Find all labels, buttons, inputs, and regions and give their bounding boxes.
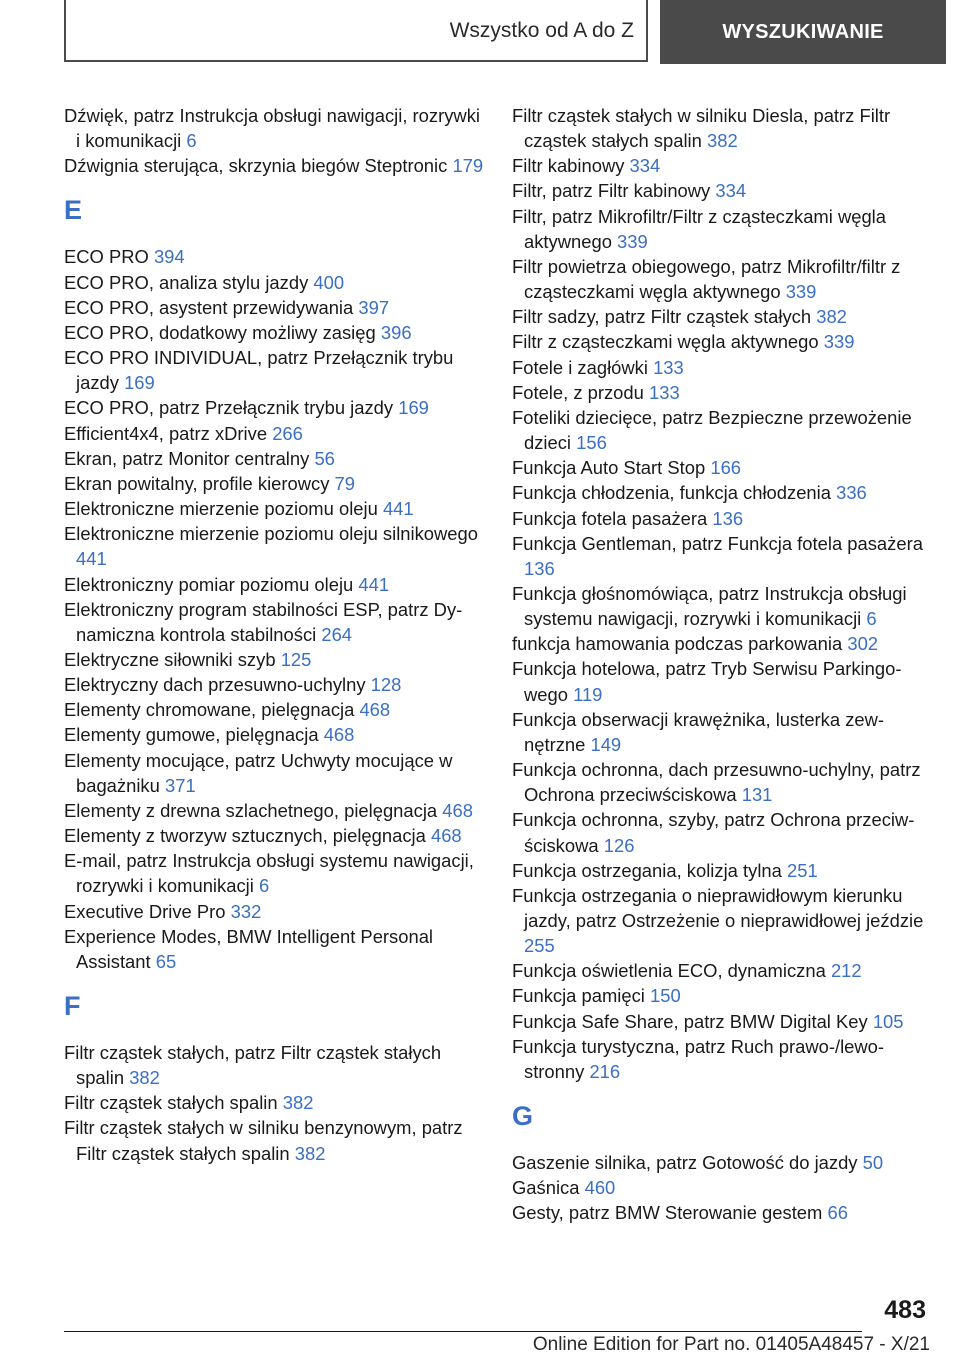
index-entry xyxy=(64,471,484,496)
index-entry xyxy=(64,103,484,153)
index-entry-text: Funkcja hotelowa, patrz Tryb Serwisu Parkingowego xyxy=(512,658,902,705)
page-reference-link[interactable]: 255 xyxy=(524,935,555,957)
page-reference-link[interactable]: 126 xyxy=(603,834,635,856)
page-reference-link[interactable]: 179 xyxy=(452,155,484,177)
page-reference-link[interactable]: 251 xyxy=(787,859,818,881)
index-entry-text: Elektryczny dach przesuwno-uchylny xyxy=(64,674,366,696)
index-entry xyxy=(64,572,484,597)
index-entry-text: Elementy z tworzyw sztucznych, pielęgnacja xyxy=(64,825,426,847)
page-reference-link[interactable]: 216 xyxy=(589,1060,621,1082)
index-entry-text: Elementy mocujące, patrz Uchwyty mocujące w bagażniku xyxy=(64,749,453,796)
page-reference-link[interactable]: 119 xyxy=(573,683,603,705)
index-letter-heading: E xyxy=(64,195,83,226)
index-entry-text: Dźwignia sterująca, skrzynia biegów Steptronic xyxy=(64,155,448,177)
index-entry-text: Dźwięk, patrz Instrukcja obsługi nawigacji, rozrywki i komunikacji xyxy=(64,105,480,152)
page-reference-link[interactable]: 156 xyxy=(576,432,607,454)
page-reference-link[interactable]: 212 xyxy=(830,960,862,982)
index-entry-text: Funkcja ostrzegania o nieprawidłowym kierunku jazdy, patrz Ostrzeżenie o nieprawidłowej jeździe xyxy=(512,884,924,931)
index-entry xyxy=(64,1040,484,1090)
index-entry-text: Gaszenie silnika, patrz Gotowość do jazdy xyxy=(512,1152,858,1174)
index-entry xyxy=(64,722,484,747)
index-entry xyxy=(64,924,484,974)
index-entry-text: Funkcja ochronna, dach przesuwno-uchylny, patrz Ochrona przeciwściskowa xyxy=(512,759,921,806)
index-entry-text: Filtr powietrza obiegowego, patrz Mikrofiltr/filtr z cząsteczkami węgla aktywnego xyxy=(512,255,901,303)
page-reference-link[interactable]: 149 xyxy=(590,733,622,755)
page-reference-link[interactable]: 133 xyxy=(649,381,680,403)
index-letter-heading: F xyxy=(64,991,81,1021)
index-entry-text: Funkcja chłodzenia, funkcja chłodzenia xyxy=(512,482,831,504)
index-entry-text: Funkcja Safe Share, patrz BMW Digital Key xyxy=(512,1010,868,1032)
index-column-left xyxy=(64,103,484,1166)
index-entry-text: Funkcja turystyczna, patrz Ruch prawo-/lewostronny xyxy=(512,1035,885,1082)
index-entry xyxy=(512,858,932,883)
page-reference-link[interactable]: 382 xyxy=(282,1092,314,1114)
page-reference-link[interactable]: 382 xyxy=(129,1067,160,1089)
page-reference-link[interactable]: 334 xyxy=(715,180,747,202)
index-entry xyxy=(64,748,484,798)
page-reference-link[interactable]: 441 xyxy=(76,548,107,570)
index-entry xyxy=(64,823,484,848)
index-entry-text: Elektroniczne mierzenie poziomu oleju silnikowego xyxy=(64,523,478,545)
index-entry-text: Ekran, patrz Monitor centralny xyxy=(64,447,310,469)
index-entry-text: Gaśnica xyxy=(512,1177,580,1199)
index-entry xyxy=(512,480,932,505)
page-reference-link[interactable]: 441 xyxy=(382,498,414,520)
index-entry xyxy=(64,1115,484,1165)
index-entry xyxy=(64,1090,484,1115)
index-entry xyxy=(512,304,932,329)
page-reference-link[interactable]: 50 xyxy=(862,1152,884,1174)
page-reference-link[interactable]: 6 xyxy=(186,130,197,152)
index-entry-text: E-mail, patrz Instrukcja obsługi systemu nawigacji, rozrywki i komunikacji xyxy=(64,850,474,897)
index-entry-text: Filtr cząstek stałych, patrz Filtr cząstek stałych spalin xyxy=(64,1042,442,1089)
index-entry xyxy=(64,521,484,571)
index-entry-text: Elementy z drewna szlachetnego, pielęgnacja xyxy=(64,799,438,821)
index-entry xyxy=(512,455,932,480)
index-entry-text: Elementy gumowe, pielęgnacja xyxy=(64,724,319,746)
index-entry xyxy=(512,1034,932,1084)
page-reference-link[interactable]: 468 xyxy=(323,724,355,746)
page-reference-link[interactable]: 394 xyxy=(153,246,185,268)
index-entry xyxy=(512,506,932,531)
page-reference-link[interactable]: 166 xyxy=(710,457,742,479)
index-entry xyxy=(512,883,932,958)
index-entry-text: Filtr, patrz Mikrofiltr/Filtr z cząsteczkami węgla aktywnego xyxy=(512,205,886,252)
index-entry-text: ECO PRO xyxy=(64,246,149,268)
footer-divider xyxy=(64,1331,862,1332)
page-reference-link[interactable]: 264 xyxy=(321,623,353,645)
index-entry xyxy=(512,1009,932,1034)
page-reference-link[interactable]: 125 xyxy=(280,648,312,670)
index-entry xyxy=(512,958,932,983)
index-entry-text: Gesty, patrz BMW Sterowanie gestem xyxy=(512,1202,823,1224)
index-entry xyxy=(64,899,484,924)
page-reference-link[interactable]: 339 xyxy=(823,331,855,353)
page-reference-link[interactable]: 266 xyxy=(272,422,303,444)
index-entry xyxy=(512,807,932,857)
page-reference-link[interactable]: 382 xyxy=(294,1142,326,1164)
index-entry xyxy=(512,581,932,631)
page-reference-link[interactable]: 169 xyxy=(398,397,429,419)
index-entry-text: Funkcja ochronna, szyby, patrz Ochrona przeciwściskowa xyxy=(512,809,915,856)
index-entry-text: Filtr, patrz Filtr kabinowy xyxy=(512,180,711,202)
page-reference-link[interactable]: 334 xyxy=(629,155,661,177)
index-entry-text: Funkcja Auto Start Stop xyxy=(512,457,706,479)
page-reference-link[interactable]: 396 xyxy=(380,321,412,343)
index-entry-text: Elementy chromowane, pielęgnacja xyxy=(64,699,355,721)
page-reference-link[interactable]: 136 xyxy=(524,557,555,579)
page-reference-link[interactable]: 66 xyxy=(827,1202,848,1224)
index-entry xyxy=(64,421,484,446)
index-entry xyxy=(64,848,484,898)
page-reference-link[interactable]: 382 xyxy=(706,130,738,152)
index-entry xyxy=(64,597,484,647)
index-entry-text: ECO PRO, dodatkowy możliwy zasięg xyxy=(64,321,376,343)
index-entry-text: Executive Drive Pro xyxy=(64,900,226,922)
index-entry xyxy=(512,656,932,706)
index-entry xyxy=(512,380,932,405)
page-reference-link[interactable]: 468 xyxy=(442,799,473,821)
page-reference-link[interactable]: 56 xyxy=(314,447,335,469)
page-reference-link[interactable]: 131 xyxy=(741,784,773,806)
page-reference-link[interactable]: 382 xyxy=(816,306,847,328)
page-reference-link[interactable]: 65 xyxy=(155,950,177,972)
page-reference-link[interactable]: 302 xyxy=(847,633,879,655)
index-entry-text: Foteliki dziecięce, patrz Bezpieczne przewożenie dzieci xyxy=(512,406,912,454)
page-reference-link[interactable]: 150 xyxy=(650,985,681,1007)
index-entry-text: Fotele i zagłówki xyxy=(512,356,648,378)
index-entry-text: Experience Modes, BMW Intelligent Personal Assistant xyxy=(64,925,434,972)
page-reference-link[interactable]: 6 xyxy=(258,875,270,897)
index-entry-text: Elektroniczne mierzenie poziomu oleju xyxy=(64,498,378,520)
index-entry-text: Elektryczne siłowniki szyb xyxy=(64,648,276,670)
page-reference-link[interactable]: 133 xyxy=(653,356,684,378)
page-reference-link[interactable]: 339 xyxy=(785,281,817,303)
page-reference-link[interactable]: 128 xyxy=(370,674,402,696)
page-reference-link[interactable]: 169 xyxy=(124,372,155,394)
index-entry xyxy=(64,496,484,521)
index-entry-text: Funkcja pamięci xyxy=(512,985,645,1007)
index-entry xyxy=(64,153,484,178)
index-entry-text: Funkcja oświetlenia ECO, dynamiczna xyxy=(512,960,826,982)
index-entry-text: ECO PRO, analiza stylu jazdy xyxy=(64,271,309,293)
index-entry xyxy=(512,405,932,455)
index-entry-text: Ekran powitalny, profile kierowcy xyxy=(64,472,330,494)
index-entry xyxy=(512,178,932,203)
page-reference-link[interactable]: 332 xyxy=(230,900,262,922)
page-reference-link[interactable]: 136 xyxy=(712,507,744,529)
index-entry-text: Funkcja Gentleman, patrz Funkcja fotela pasażera xyxy=(512,532,923,554)
page-reference-link[interactable]: 336 xyxy=(836,482,867,504)
index-entry xyxy=(512,757,932,807)
index-entry xyxy=(64,244,484,269)
index-entry-text: Funkcja obserwacji krawężnika, lusterka zewnętrzne xyxy=(512,708,885,755)
index-entry-text: Filtr z cząsteczkami węgla aktywnego xyxy=(512,331,819,353)
page-reference-link[interactable]: 400 xyxy=(313,271,345,293)
index-entry xyxy=(512,1150,932,1175)
index-entry xyxy=(64,345,484,395)
index-entry-text: Funkcja ostrzegania, kolizja tylna xyxy=(512,859,782,881)
index-entry xyxy=(64,295,484,320)
page-reference-link[interactable]: 6 xyxy=(866,608,877,630)
page-reference-link[interactable]: 371 xyxy=(164,774,196,796)
index-letter-heading: G xyxy=(512,1101,534,1132)
index-entry-text: Fotele, z przodu xyxy=(512,381,644,403)
index-entry xyxy=(512,1200,932,1225)
index-entry-text: Filtr kabinowy xyxy=(512,155,625,177)
index-entry xyxy=(64,672,484,697)
page-reference-link[interactable]: 468 xyxy=(359,699,391,721)
index-entry xyxy=(512,153,932,178)
page-reference-link[interactable]: 468 xyxy=(430,825,462,847)
index-entry-text: ECO PRO, asystent przewidywania xyxy=(64,296,354,318)
page-reference-link[interactable]: 397 xyxy=(358,296,390,318)
index-column-right xyxy=(512,103,932,1226)
page-number: 483 xyxy=(884,1296,926,1324)
index-entry-text: Elektroniczny program stabilności ESP, patrz Dynamiczna kontrola stabilności xyxy=(64,598,463,645)
index-entry xyxy=(64,446,484,471)
index-entry xyxy=(512,631,932,656)
index-entry-text: funkcja hamowania podczas parkowania xyxy=(512,633,843,655)
index-entry xyxy=(64,697,484,722)
index-entry xyxy=(512,103,932,153)
index-entry-text: Filtr cząstek stałych w silniku benzynowym, patrz Filtr cząstek stałych spalin xyxy=(64,1117,463,1164)
search-tab[interactable]: WYSZUKIWANIE xyxy=(660,0,946,64)
index-entry xyxy=(512,1175,932,1200)
index-entry-text: ECO PRO INDIVIDUAL, patrz Przełącznik trybu jazdy xyxy=(64,347,454,394)
index-entry-text: Efficient4x4, patrz xDrive xyxy=(64,422,268,444)
index-entry-text: Filtr cząstek stałych spalin xyxy=(64,1092,278,1114)
index-entry-text: Funkcja głośnomówiąca, patrz Instrukcja obsługi systemu nawigacji, rozrywki i komunikacji xyxy=(512,582,907,630)
page-reference-link[interactable]: 339 xyxy=(617,230,648,252)
page-reference-link[interactable]: 441 xyxy=(358,573,390,595)
index-entry-text: Filtr cząstek stałych w silniku Diesla, patrz Filtr cząstek stałych spalin xyxy=(512,105,891,152)
index-entry-text: Elektroniczny pomiar poziomu oleju xyxy=(64,573,354,595)
index-entry-text: Filtr sadzy, patrz Filtr cząstek stałych xyxy=(512,306,812,328)
index-entry-text: ECO PRO, patrz Przełącznik trybu jazdy xyxy=(64,397,394,419)
index-entry xyxy=(512,204,932,254)
index-entry-text: Funkcja fotela pasażera xyxy=(512,507,708,529)
index-entry xyxy=(64,798,484,823)
section-title: Wszystko od A do Z xyxy=(449,19,634,42)
index-entry xyxy=(512,531,932,581)
index-entry xyxy=(512,254,932,304)
index-entry xyxy=(512,983,932,1008)
page-reference-link[interactable]: 105 xyxy=(872,1010,904,1032)
index-entry xyxy=(512,329,932,354)
index-entry xyxy=(64,320,484,345)
index-entry xyxy=(64,647,484,672)
index-entry xyxy=(64,270,484,295)
page-reference-link[interactable]: 79 xyxy=(334,472,356,494)
index-entry xyxy=(512,355,932,380)
edition-footer: Online Edition for Part no. 01405A48457 - X/21 xyxy=(532,1334,930,1355)
index-entry xyxy=(512,707,932,757)
page-reference-link[interactable]: 460 xyxy=(584,1177,616,1199)
index-entry xyxy=(64,395,484,420)
